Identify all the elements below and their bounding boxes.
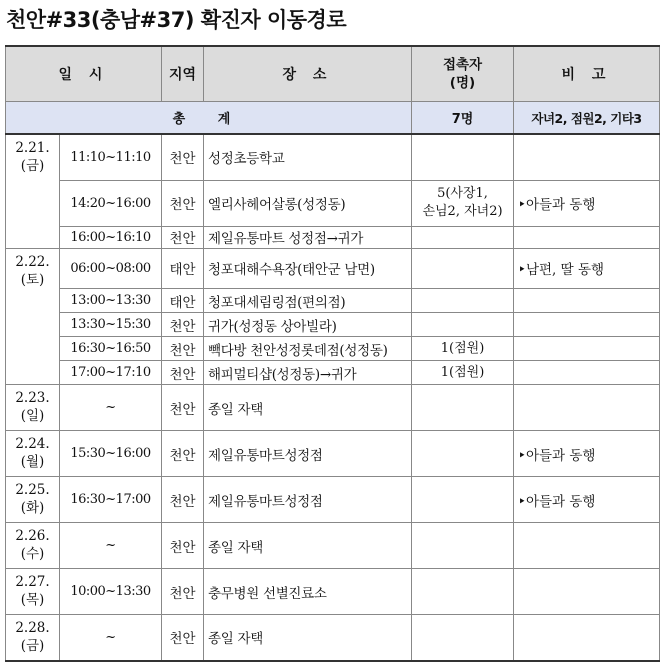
contact-text: 5(사장1, [437,186,488,201]
region-cell: 천안 [162,431,204,477]
date-cell [6,313,60,337]
table-row [6,248,660,289]
header-contact-line1: 접촉자 [442,57,483,73]
region-cell: 천안 [162,477,204,523]
date-text: 2.28. [15,620,50,636]
date-text: 2.27. [15,574,50,590]
remark-cell [514,615,660,661]
region-cell: 천안 [162,385,204,431]
header-datetime: 일 시 [6,46,162,102]
remark-cell [514,523,660,569]
place-cell: 해피멀티샵(성정동)→귀가 [204,361,412,385]
date-cell [6,523,60,569]
date-cell [6,180,60,226]
remark-cell [514,361,660,385]
place-cell: 빽다방 천안성정롯데점(성정동) [204,337,412,361]
region-cell: 천안 [162,337,204,361]
date-cell [6,361,60,385]
time-cell: 16:30~16:50 [60,337,162,361]
date-cell [6,226,60,248]
header-contact-line2: (명) [449,75,476,91]
region-cell: 천안 [162,615,204,661]
time-cell: 16:00~16:10 [60,226,162,248]
place-cell: 종일 자택 [204,523,412,569]
movement-route-table [5,45,660,662]
region-cell: 천안 [162,134,204,180]
region-cell: 천안 [162,523,204,569]
date-text: 2.22. [15,253,50,270]
remark-cell [514,226,660,248]
remark-cell [514,337,660,361]
place-cell: 엘리사헤어살롱(성정동) [204,180,412,226]
date-text: 2.24. [15,436,50,452]
contact-text: 1(점원) [440,340,485,356]
total-row [6,102,660,135]
contact-cell [412,361,514,385]
date-cell [6,477,60,523]
date-text: 2.23. [15,390,50,406]
table-row [6,615,660,661]
region-cell: 천안 [162,361,204,385]
date-text: 2.26. [15,528,50,544]
header-place: 장 소 [204,46,412,102]
remark-cell: ‣남편, 딸 동행 [514,248,660,289]
remark-cell: ‣아들과 동행 [514,477,660,523]
time-cell: 13:00~13:30 [60,289,162,313]
weekday-text: (금) [20,158,45,174]
table-row [6,385,660,431]
time-cell: 10:00~13:30 [60,569,162,615]
contact-cell [412,431,514,477]
time-cell: 13:30~15:30 [60,313,162,337]
date-cell [6,337,60,361]
remark-cell [514,569,660,615]
region-cell: 천안 [162,569,204,615]
region-cell: 천안 [162,226,204,248]
header-contact [412,46,514,102]
weekday-text: (목) [20,592,45,608]
place-cell: 청포대해수욕장(태안군 남면) [204,248,412,289]
contact-cell [412,180,514,226]
place-cell: 청포대세림링점(편의점) [204,289,412,313]
remark-cell [514,313,660,337]
place-cell: 종일 자택 [204,385,412,431]
contact-cell [412,569,514,615]
region-cell: 태안 [162,248,204,289]
contact-text: 1(점원) [440,364,485,380]
contact-cell [412,289,514,313]
table-row [6,134,660,180]
time-cell: 06:00~08:00 [60,248,162,289]
time-cell: 14:20~16:00 [60,180,162,226]
contact-text-line2: 손님2, 자녀2) [422,204,503,219]
date-text: 2.21. [15,140,50,156]
table-row [6,337,660,361]
weekday-text: (일) [20,408,45,424]
header-region: 지역 [162,46,204,102]
remark-cell [514,289,660,313]
contact-cell [412,226,514,248]
contact-cell [412,615,514,661]
contact-cell [412,313,514,337]
weekday-text: (토) [20,271,45,288]
region-cell: 천안 [162,180,204,226]
place-cell: 제일유통마트성정점 [204,431,412,477]
remark-cell [514,134,660,180]
region-cell: 태안 [162,289,204,313]
date-cell [6,431,60,477]
time-cell: ~ [60,523,162,569]
table-row [6,226,660,248]
time-cell: ~ [60,385,162,431]
table-row [6,523,660,569]
date-cell [6,289,60,313]
contact-cell [412,523,514,569]
contact-cell [412,134,514,180]
remark-cell [514,385,660,431]
place-cell: 제일유통마트성정점 [204,477,412,523]
contact-cell [412,477,514,523]
date-cell [6,385,60,431]
table-row [6,477,660,523]
date-cell [6,569,60,615]
time-cell: 11:10~11:10 [60,134,162,180]
time-cell: 16:30~17:00 [60,477,162,523]
contact-cell [412,248,514,289]
place-cell: 귀가(성정동 상아빌라) [204,313,412,337]
time-cell: 17:00~17:10 [60,361,162,385]
header-remark: 비 고 [514,46,660,102]
date-cell [6,248,60,289]
weekday-text: (화) [20,500,45,516]
table-row [6,431,660,477]
weekday-text: (금) [20,638,45,654]
weekday-text: (수) [20,546,45,562]
time-cell: 15:30~16:00 [60,431,162,477]
total-count: 7명 [412,102,514,135]
total-label: 총 계 [6,102,412,135]
place-cell: 종일 자택 [204,615,412,661]
table-row [6,313,660,337]
remark-cell: ‣아들과 동행 [514,180,660,226]
table-row [6,569,660,615]
date-text: 2.25. [15,482,50,498]
total-remark: 자녀2, 점원2, 기타3 [514,102,660,135]
table-row [6,180,660,226]
table-row [6,361,660,385]
date-cell [6,615,60,661]
page-title: 천안#33(충남#37) 확진자 이동경로 [6,8,347,32]
place-cell: 충무병원 선별진료소 [204,569,412,615]
contact-cell [412,385,514,431]
contact-cell [412,337,514,361]
table-header-row [6,46,660,102]
remark-cell: ‣아들과 동행 [514,431,660,477]
place-cell: 성정초등학교 [204,134,412,180]
weekday-text: (월) [20,454,45,470]
region-cell: 천안 [162,313,204,337]
table-row [6,289,660,313]
time-cell: ~ [60,615,162,661]
place-cell: 제일유통마트 성정점→귀가 [204,226,412,248]
date-cell [6,134,60,180]
